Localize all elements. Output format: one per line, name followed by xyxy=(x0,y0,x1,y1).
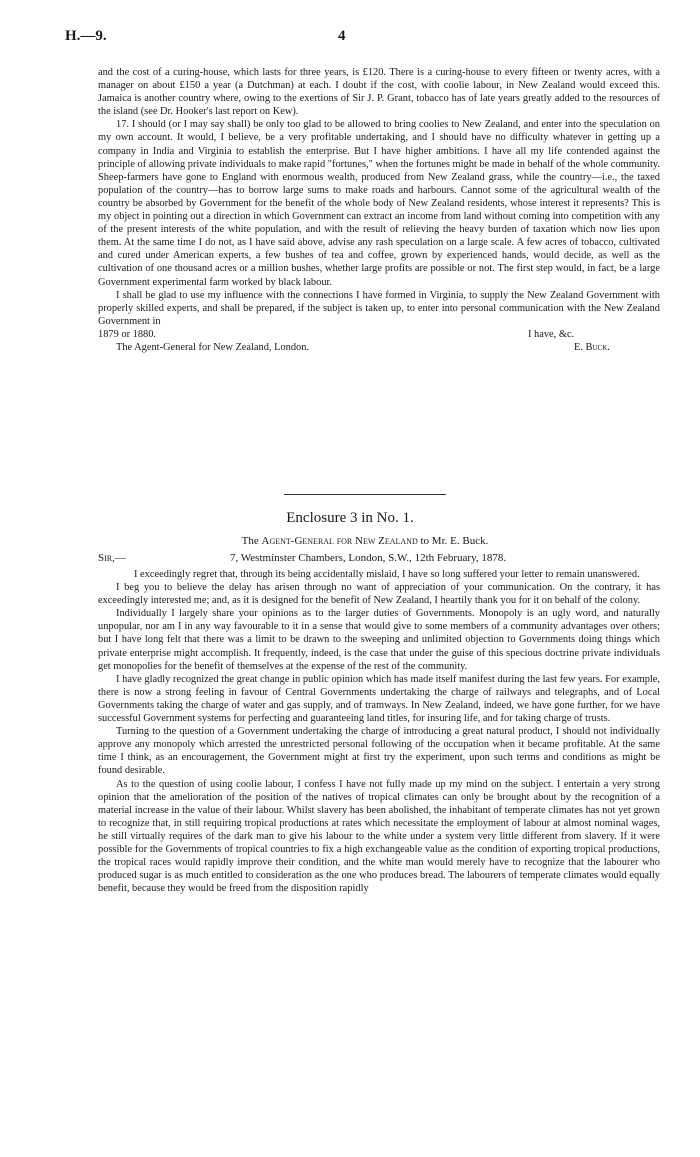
signature: E. Buck. xyxy=(574,341,610,353)
closing-phrase: I have, &c. xyxy=(528,328,575,340)
paragraph: Turning to the question of a Government undertaking the charge of introducing a great natural product, I should not individually approve any monopoly which arrested the unrestricted personal following of the occupation when it became profitable. At the same time I think, as an encouragement, the Government might at first try the experiment, upon such terms and conditions as might be found desirable. xyxy=(98,726,660,777)
subtitle-suffix: to Mr. E. Buck. xyxy=(420,535,489,547)
address-date: 7, Westminster Chambers, London, S.W., 12th February, 1878. xyxy=(230,552,507,564)
addressee: The Agent-General for New Zealand, London. xyxy=(116,341,310,353)
paragraph: As to the question of using coolie labour, I confess I have not fully made up my mind on the subject. I entertain a very strong opinion that the amelioration of the position of the natives of tropical climates can only be brought about by the recognition of a material increase in the value of their labour. Whilst slavery has been abolished, the inhabitant of temperate climates has not yet grown to recognize that, in still requiring tropical productions at rates which necessitate the employment of labour at almost nominal wages, he still virtually requires of the dark man to give his labour to the white under a system very little different from slavery. If it were possible for the Governments of tropical countries to fix a high exchangeable value as the condition of exporting tropical productions, the tropical races would rapidly improve their condition, and the white man would merely have to recognize that the labourer who produced sugar is as much entitled to consideration as the one who produces bread. The labourers of temperate climates would equally benefit, because they would be freed from the disposition rapidly xyxy=(98,778,660,895)
subtitle-from: Agent-General for New Zealand xyxy=(261,535,418,547)
paragraph: I have gladly recognized the great change in public opinion which has made itself manifest during the last few years. For example, there is now a strong feeling in favour of Central Governments undertaking the charge of railways and telegraphs, and of Local Governments taking the charge of water and gas supply, and of tramways. In New Zealand, indeed, we have gone further, for we have successful Government systems for perfecting and guaranteeing land titles, for insuring life, and for taking charge of trusts. xyxy=(98,673,660,725)
reply-body xyxy=(98,568,660,895)
paragraph: and the cost of a curing-house, which lasts for three years, is £120. There is a curing-house to every fifteen or twenty acres, with a manager on about £150 a year (a Dutchman) at each. I doubt if the cost, with coolie labour, in New Zealand would exceed this. Jamaica is another country where, owing to the exertions of Sir J. P. Grant, tobacco has of late years greatly added to the resources of the island (see Dr. Hooker's last report on Kew). xyxy=(98,67,660,118)
document-code: H.—9. xyxy=(65,28,107,44)
subtitle-prefix: The xyxy=(241,535,259,547)
letter-body xyxy=(98,66,660,354)
closing-row xyxy=(98,328,660,341)
signature-row xyxy=(98,341,660,354)
paragraph: I beg you to believe the delay has arisen through no want of appreciation of your communication. On the contrary, it has exceedingly interested me; and, as it is designed for the benefit of New Zealand, I heartily thank you for it on behalf of the colony. xyxy=(98,582,660,607)
salutation: Sir,— xyxy=(98,552,126,564)
enclosure-title: Enclosure 3 in No. 1. xyxy=(286,510,414,526)
paragraph: Individually I largely share your opinions as to the larger duties of Governments. Monopoly is an ugly word, and naturally unpopular, nor am I in any way favourable to it in a sense that would give to some members of a community advantages over others; but I have long felt that there was a limit to be drawn to the sweeping and unlimited objection to Governments doing things which private enterprise might accomplish. It frequently, indeed, is the case that under the guise of this specious doctrine private individuals get monopolies for the benefit of themselves at the expense of the rest of the community. xyxy=(98,608,660,672)
paragraph: 17. I should (or I may say shall) be only too glad to be allowed to bring coolies to New Zealand, and enter into the speculation on my own account. It would, I believe, be a very profitable undertaking, and I should have no difficulty whatever in getting up a company in India and Virginia to establish the enterprise. But I have higher ambitions. I have all my life contended against the principle of allowing private individuals to make rapid "fortunes," when the fortunes might be made in behalf of the whole community. Sheep-farmers have gone to England with enormous wealth, produced from New Zealand grass, while the country—i.e., the taxed population of the country—has to borrow large sums to make roads and harbours. Cannot some of the agricultural wealth of the country be absorbed by Government for the benefit of the whole body of New Zealand residents, whose interest it represents? This is my object in pointing out a direction in which Government can extract an income from land without coming into competition with any of the present interests of the white population, and with the result of relieving the heavy burden of taxation which now lies upon them. At the same time I do not, as I have said above, advise any rash speculation on a large scale. A few acres of tobacco, cultivated and cured under American experts, a few bushes of tea and coffee, grown by experienced hands, would decide, as well as the cultivation of one thousand acres or a million bushes, whether large profits are possible or not. The first step would, in fact, be a large Government experimental farm worked by black labour. xyxy=(98,119,660,288)
page-number: 4 xyxy=(338,28,346,44)
paragraph-end: 1879 or 1880. xyxy=(98,328,157,340)
enclosure-subtitle xyxy=(0,535,700,547)
salutation-line xyxy=(98,552,660,566)
paragraph: I shall be glad to use my influence with the connections I have formed in Virginia, to supply the New Zealand Government with properly skilled experts, and shall be prepared, if the subject is taken up, to enter into personal communication with the New Zealand Government in xyxy=(98,289,660,327)
paragraph: I exceedingly regret that, through its being accidentally mislaid, I have so long suffered your letter to remain unanswered. xyxy=(134,569,640,580)
section-divider xyxy=(284,494,446,495)
